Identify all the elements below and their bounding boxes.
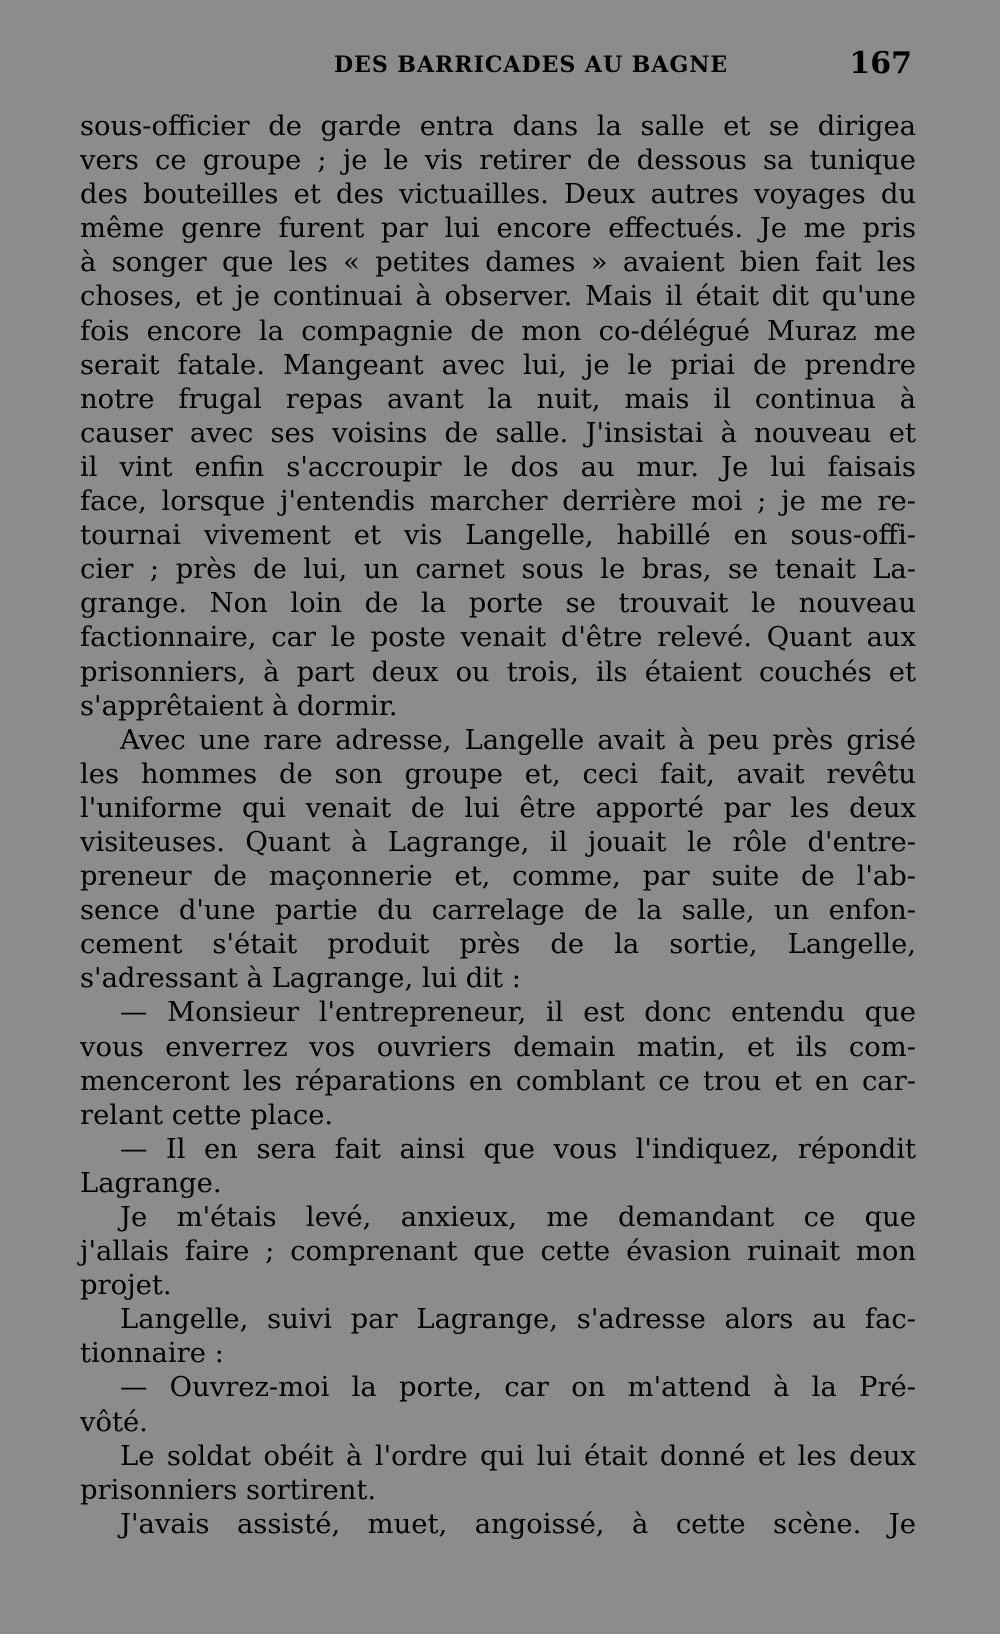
text-line: sence d'une partie du carrelage de la salle, un enfon- — [80, 895, 916, 927]
text-line: serait fatale. Mangeant avec lui, je le priai de prendre — [80, 349, 916, 381]
text-line: les hommes de son groupe et, ceci fait, avait revêtu — [80, 758, 916, 790]
text-line: causer avec ses voisins de salle. J'insistai à nouveau et — [80, 417, 916, 449]
text-line: Avec une rare adresse, Langelle avait à peu près grisé — [120, 724, 916, 756]
text-line: il vint enfin s'accroupir le dos au mur. Je lui faisais — [80, 451, 916, 483]
text-line: même genre furent par lui encore effectués. Je me pris — [80, 213, 916, 245]
running-head — [84, 48, 914, 88]
text-line: Je m'étais levé, anxieux, me demandant ce que — [120, 1202, 916, 1233]
text-line: tionnaire : — [80, 1338, 224, 1370]
text-line: — Il en sera fait ainsi que vous l'indiquez, répondit — [120, 1133, 916, 1165]
text-line: des bouteilles et des victuailles. Deux autres voyages du — [80, 179, 916, 211]
text-line: visiteuses. Quant à Lagrange, il jouait le rôle d'entre- — [80, 826, 916, 858]
text-line: — Ouvrez-moi la porte, car on m'attend à la Pré- — [120, 1372, 916, 1404]
text-line: prisonniers sortirent. — [80, 1474, 377, 1506]
body-text — [80, 110, 916, 1542]
text-line: vous enverrez vos ouvriers demain matin, et ils com- — [80, 1031, 916, 1063]
text-line: sous-officier de garde entra dans la salle et se dirigea — [80, 111, 916, 142]
text-line: cement s'était produit près de la sortie, Langelle, — [80, 929, 916, 961]
text-line: Lagrange. — [80, 1167, 222, 1199]
text-line: notre frugal repas avant la nuit, mais il continua à — [80, 383, 916, 415]
text-line: Le soldat obéit à l'ordre qui lui était donné et les deux — [120, 1440, 916, 1472]
text-line: factionnaire, car le poste venait d'être relevé. Quant aux — [80, 622, 916, 654]
text-line: — Monsieur l'entrepreneur, il est donc entendu que — [120, 997, 916, 1029]
text-line: l'uniforme qui venait de lui être apporté par les deux — [80, 792, 916, 824]
text-line: projet. — [80, 1270, 172, 1302]
text-line: menceront les réparations en comblant ce trou et en car- — [80, 1065, 916, 1097]
running-title: DES BARRICADES AU BAGNE — [334, 52, 729, 78]
text-line: j'allais faire ; comprenant que cette évasion ruinait mon — [80, 1236, 916, 1268]
text-line: choses, et je continuai à observer. Mais il était dit qu'une — [80, 281, 916, 313]
text-line: face, lorsque j'entendis marcher derrière moi ; je me re- — [80, 486, 916, 518]
text-line: à songer que les « petites dames » avaient bien fait les — [80, 247, 916, 279]
text-line: Langelle, suivi par Lagrange, s'adresse alors au fac- — [120, 1304, 916, 1336]
text-line: preneur de maçonnerie et, comme, par suite de l'ab- — [80, 861, 916, 893]
text-line: s'adressant à Lagrange, lui dit : — [80, 963, 521, 995]
text-line: s'apprêtaient à dormir. — [80, 690, 398, 722]
text-line: prisonniers, à part deux ou trois, ils étaient couchés et — [80, 656, 916, 688]
text-line: tournai vivement et vis Langelle, habillé en sous-offi- — [80, 520, 916, 552]
page-number: 167 — [849, 46, 912, 81]
text-line: relant cette place. — [80, 1099, 334, 1131]
text-line: vers ce groupe ; je le vis retirer de dessous sa tunique — [80, 145, 916, 177]
text-line: J'avais assisté, muet, angoissé, à cette scène. Je — [120, 1508, 916, 1540]
text-line: vôté. — [80, 1406, 148, 1438]
text-line: cier ; près de lui, un carnet sous le bras, se tenait La- — [80, 554, 916, 586]
text-line: grange. Non loin de la porte se trouvait le nouveau — [80, 588, 916, 620]
text-line: fois encore la compagnie de mon co-délégué Muraz me — [80, 315, 916, 347]
